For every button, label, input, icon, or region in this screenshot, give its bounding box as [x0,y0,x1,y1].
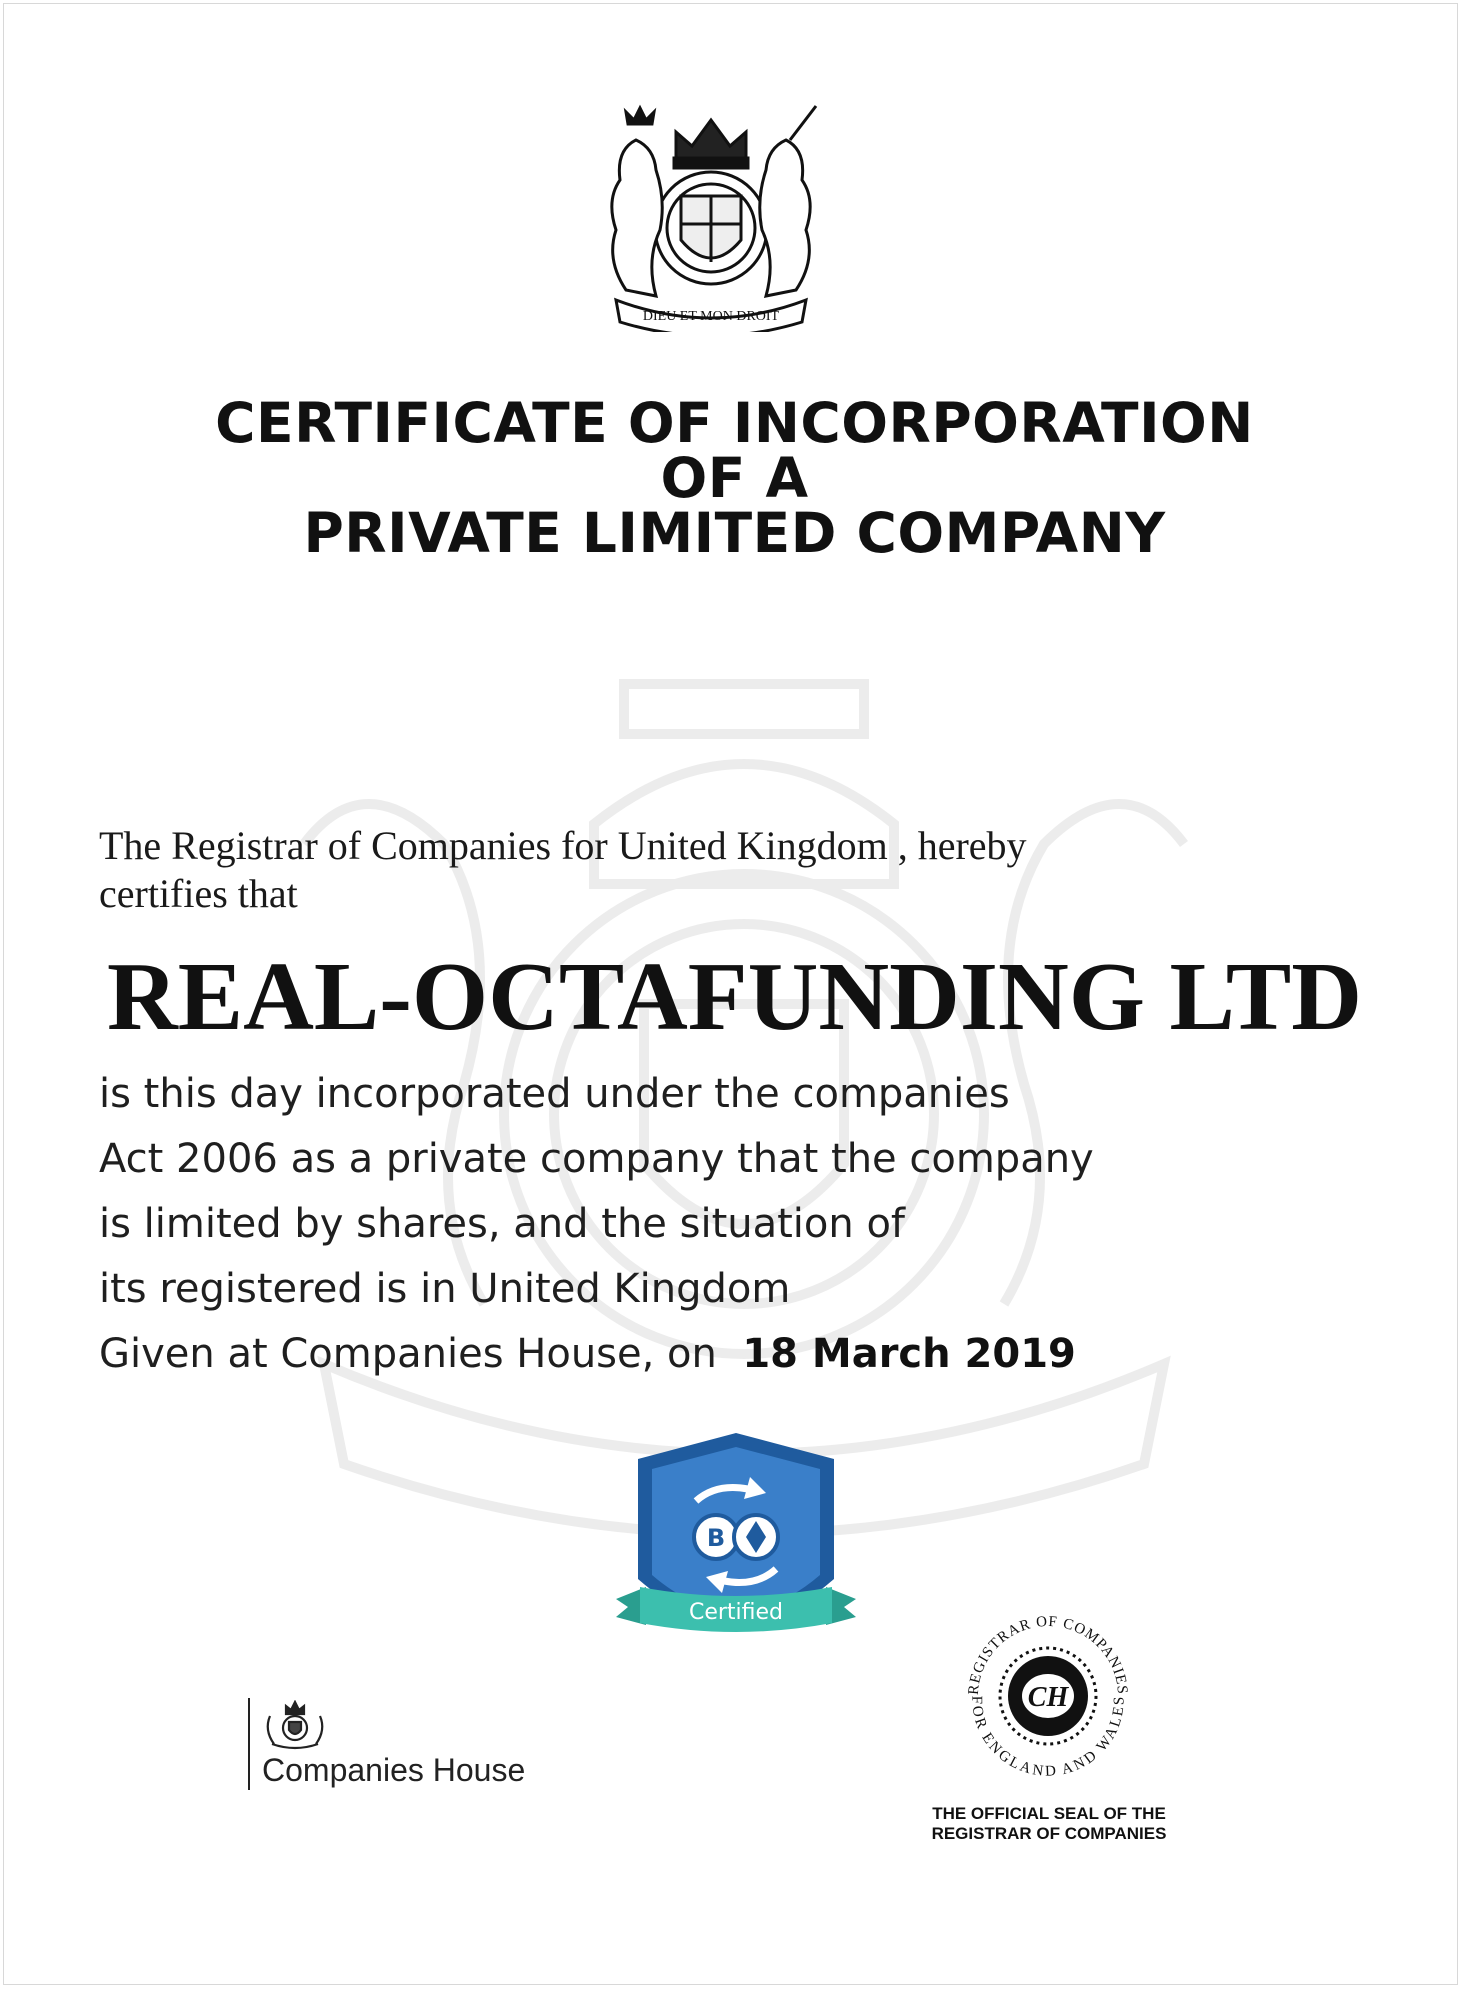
seal-ring-bottom-text: FOR ENGLAND AND WALES [968,1695,1128,1780]
crest-motto-text: DIEU ET MON DROIT [642,309,780,324]
incorporation-date: 18 March 2019 [742,1331,1076,1377]
seal-ring-top-text: REGISTRAR OF COMPANIES [965,1613,1131,1696]
seal-monogram: CH [1027,1682,1069,1713]
badge-ribbon-label: Certified [688,1600,784,1625]
certificate-title [4,391,1458,565]
body-line-1: is this day incorporated under the companies [99,1071,1010,1117]
badge-coin-left-text: B [706,1524,726,1552]
companies-house-logo [248,1694,568,1794]
given-prefix: Given at Companies House, on [99,1331,717,1377]
seal-caption-line-1: THE OFFICIAL SEAL OF THE [932,1804,1166,1823]
seal-caption [904,1804,1194,1844]
intro-text [99,822,1299,918]
body-line-3: is limited by shares, and the situation of [99,1201,906,1247]
certificate-page [3,3,1458,1985]
crypto-certified-badge-icon [616,1429,856,1659]
royal-coat-of-arms-icon [576,100,846,332]
body-line-4: its registered is in United Kingdom [99,1266,791,1312]
logo-divider [248,1698,250,1790]
title-line-1: CERTIFICATE OF INCORPORATION [215,391,1254,455]
body-line-2: Act 2006 as a private company that the company [99,1136,1094,1182]
given-line [99,1322,1349,1387]
seal-caption-line-2: REGISTRAR OF COMPANIES [931,1824,1167,1843]
incorporation-statement [99,1062,1349,1387]
official-seal-icon [952,1600,1144,1792]
intro-line-2: certifies that [99,871,298,916]
intro-line-1: The Registrar of Companies for United Kingdom , hereby [99,823,1027,868]
companies-house-label: Companies House [262,1752,526,1788]
company-name: REAL-OCTAFUNDING LTD [106,943,1363,1051]
title-line-3: PRIVATE LIMITED COMPANY [303,501,1166,565]
title-line-2: OF A [660,446,809,510]
crown-crest-icon [262,1700,328,1750]
